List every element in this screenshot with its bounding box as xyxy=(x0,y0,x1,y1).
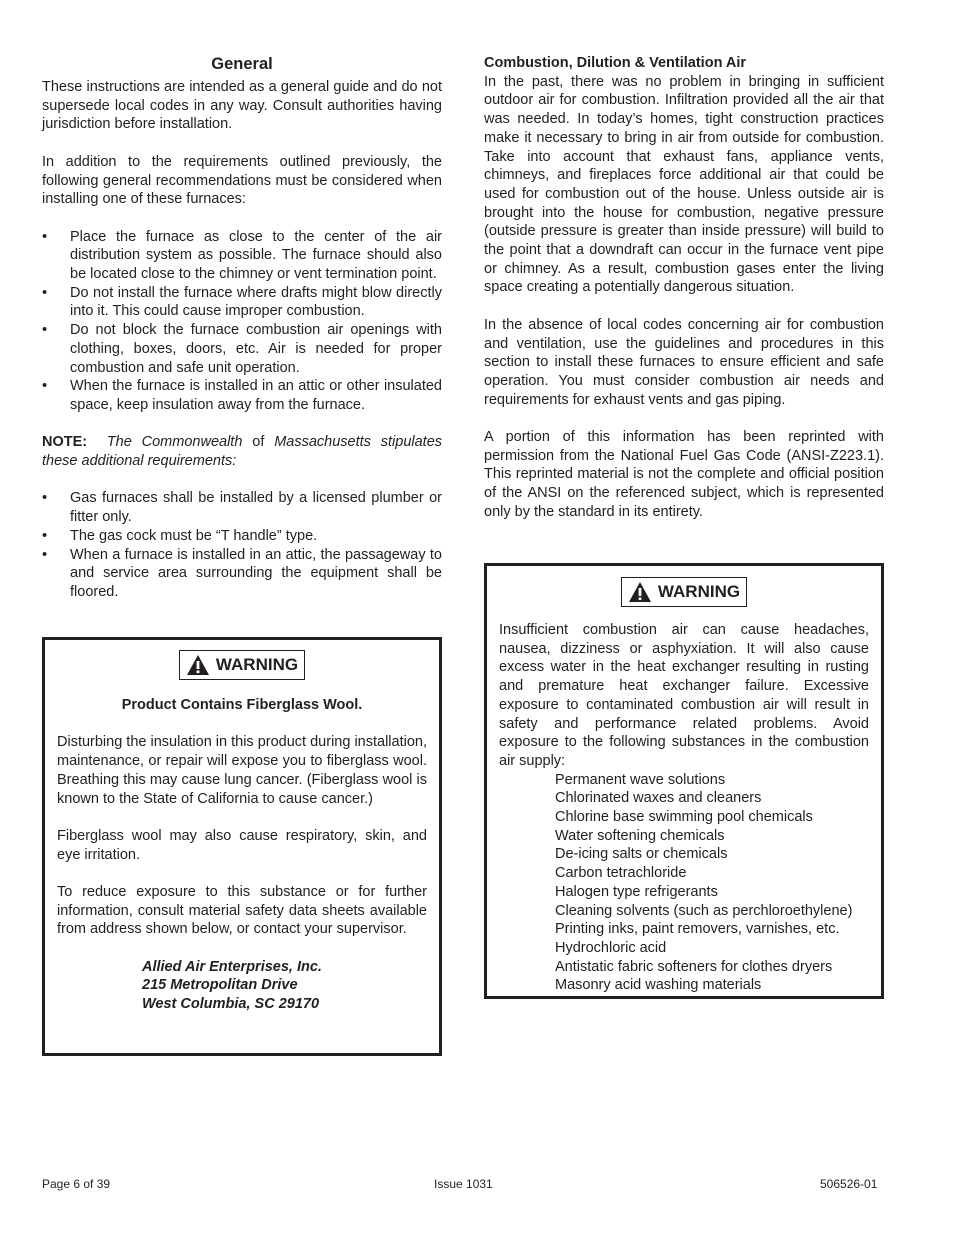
list-item: Hydrochloric acid xyxy=(555,939,667,956)
list-item: Halogen type refrigerants xyxy=(555,883,718,900)
note-text-1: The Commonwealth xyxy=(106,434,243,451)
company-address xyxy=(57,958,427,1014)
fiberglass-warning-paragraph-3: To reduce exposure to this substance or for further information, consult material safety data sheets available from address shown below, or contact your supervisor. xyxy=(57,883,427,938)
list-item: • When a furnace is installed in an attic, the passageway to and service area surrounding the equipment shall be floored. xyxy=(42,546,442,602)
combustion-paragraph-3: A portion of this information has been reprinted with permission from the National Fuel Gas Code (ANSI-Z223.1). This reprinted material is not the complete and official position of the ANSI on the referenced subject, which is represented only by the standard in its entirety. xyxy=(484,429,884,520)
combustion-warning-intro: Insufficient combustion air can cause headaches, nausea, dizziness or asphyxiation. It will also cause excess water in the heat exchanger resulting in rusting and premature heat exchanger failure. Excessive exposure to contaminated combustion air will result in safety and performance related problems. Avoid exposure to the following substances in the combustion air supply: xyxy=(499,622,869,769)
list-item: Cleaning solvents (such as perchloroethylene) xyxy=(555,902,853,919)
list-item: • Do not install the furnace where drafts might blow directly into it. This could cause improper combustion. xyxy=(42,284,442,321)
list-item: Masonry acid washing materials xyxy=(555,977,762,994)
combustion-paragraph-1: In the past, there was no problem in bringing in sufficient outdoor air for combustion. Infiltration provided all the air that was needed. In today’s homes, tight construction practices make it necessary to bring in air from outside for combustion. Take into account that exhaust fans, appliance vents, chimneys, and fireplaces force additional air that could be used for combustion out of the house. Unless outside air is brought into the house for combustion, negative pressure (outside pressure is greater than inside pressure) will build to the point that a downdraft can occur in the furnace vent pipe or chimney. As a result, combustion gases enter the living space creating a potentially dangerous situation. xyxy=(484,73,884,296)
list-item: De-icing salts or chemicals xyxy=(555,846,728,863)
list-item: Antistatic fabric softeners for clothes dryers xyxy=(555,958,833,975)
massachusetts-requirements-list xyxy=(42,489,442,601)
note-text-3: Massachusetts stipulates these additional requirements: xyxy=(42,434,443,470)
note-label: NOTE: xyxy=(42,434,88,451)
fiberglass-warning-box xyxy=(42,637,442,1056)
warning-triangle-icon xyxy=(628,581,652,603)
list-item: Water softening chemicals xyxy=(555,827,725,844)
general-heading: General xyxy=(211,55,273,73)
footer-page-number: Page 6 of 39 xyxy=(42,1177,111,1191)
list-item: • Place the furnace as close to the center of the air distribution system as possible. The furnace should also be located close to the chimney or vent termination point. xyxy=(42,228,442,284)
combustion-paragraph-2: In the absence of local codes concerning air for combustion and ventilation, use the guidelines and procedures in this section to install these furnaces to ensure efficient and safe operation. You must consider combustion air needs and requirements for exhaust vents and gas piping. xyxy=(484,316,884,408)
warning-label: WARNING xyxy=(657,582,741,601)
list-item: Permanent wave solutions xyxy=(555,771,726,788)
massachusetts-note xyxy=(42,433,442,470)
warning-badge xyxy=(179,650,305,680)
fiberglass-warning-paragraph-1: Disturbing the insulation in this product during installation, maintenance, or repair will expose you to fiberglass wool. Breathing this may cause lung cancer. (Fiberglass wool is known to the State of California to cause cancer.) xyxy=(57,734,427,807)
footer-document-number: 506526-01 xyxy=(820,1177,878,1191)
list-item: Printing inks, paint removers, varnishes, etc. xyxy=(555,921,840,938)
fiberglass-warning-heading: Product Contains Fiberglass Wool. xyxy=(121,697,363,713)
list-item: Carbon tetrachloride xyxy=(555,865,687,882)
left-column xyxy=(42,54,442,602)
list-item: Chlorine base swimming pool chemicals xyxy=(555,809,813,826)
combustion-heading: Combustion, Dilution & Ventilation Air xyxy=(484,55,747,71)
list-item: • Gas furnaces shall be installed by a licensed plumber or fitter only. xyxy=(42,489,442,526)
warning-badge xyxy=(621,577,747,607)
address-line: 215 Metropolitan Drive xyxy=(142,977,298,994)
address-line: West Columbia, SC 29170 xyxy=(142,996,320,1013)
footer-issue: Issue 1031 xyxy=(434,1177,493,1191)
list-item: Chlorinated waxes and cleaners xyxy=(555,790,762,807)
fiberglass-warning-paragraph-2: Fiberglass wool may also cause respiratory, skin, and eye irritation. xyxy=(57,827,427,863)
list-item: • The gas cock must be “T handle” type. xyxy=(42,527,442,546)
warning-label: WARNING xyxy=(215,655,299,674)
combustion-warning-box xyxy=(484,563,884,999)
general-recommendations-list xyxy=(42,228,442,415)
warning-triangle-icon xyxy=(186,654,210,676)
contaminant-substances-list xyxy=(499,771,869,995)
general-paragraph-2: In addition to the requirements outlined previously, the following general recommendations must be considered when installing one of these furnaces: xyxy=(42,153,442,208)
list-item: • When the furnace is installed in an attic or other insulated space, keep insulation away from the furnace. xyxy=(42,377,442,414)
right-column xyxy=(484,54,884,522)
list-item: • Do not block the furnace combustion air openings with clothing, boxes, doors, etc. Air is needed for proper combustion and safe unit operation. xyxy=(42,321,442,377)
address-line: Allied Air Enterprises, Inc. xyxy=(142,958,322,975)
general-paragraph-1: These instructions are intended as a general guide and do not supersede local codes in any way. Consult authorities having jurisdiction before installation. xyxy=(42,79,442,133)
note-text-2: of xyxy=(252,434,265,451)
